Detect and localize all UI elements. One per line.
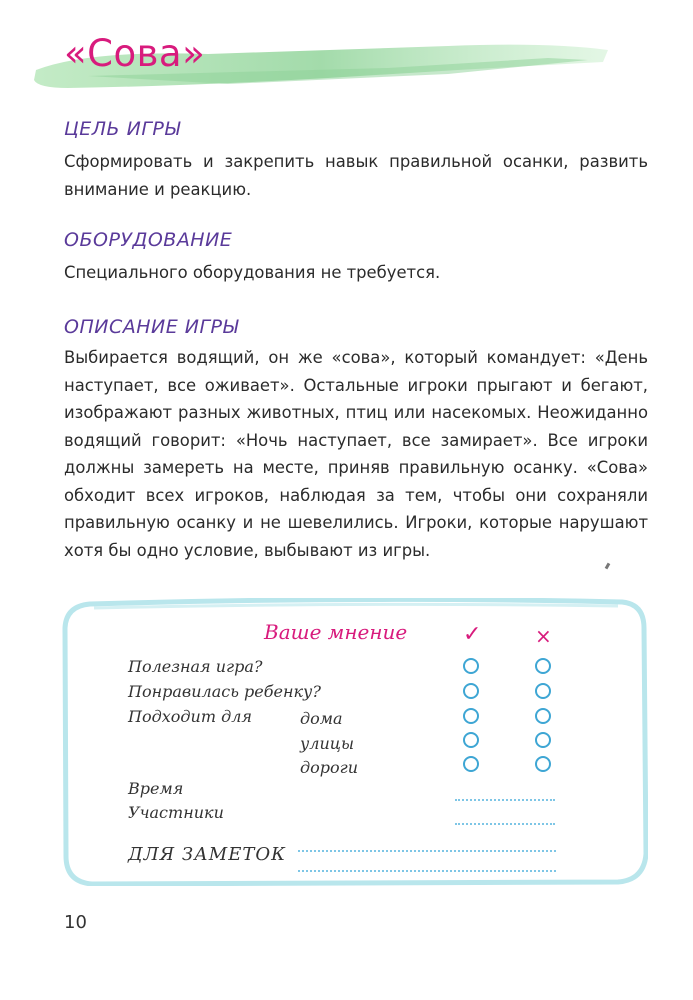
time-line[interactable] [455, 799, 555, 801]
answer-no-circle[interactable] [535, 708, 551, 724]
place-street: улицы [300, 734, 354, 753]
answer-yes-circle[interactable] [463, 683, 479, 699]
question-suitable: Подходит для [128, 707, 253, 726]
equipment-heading: ОБОРУДОВАНИЕ [64, 229, 233, 251]
place-home: дома [300, 709, 343, 728]
description-text: Выбирается водящий, он же «сова», который командует: «День наступает, все оживает». Остальные игроки прыгают и бегают, изображают разных животных, птиц или насекомых. Неожиданно водящий говорит: «Ночь наступает, все замирает». Все игроки должны замереть на месте, приняв правильную осанку. «Сова» обходит всех игроков, наблюдая за тем, чтобы они сохраняли правильную осанку и не шевелились. Игроки, которые нарушают хотя бы одно условие, выбывают из игры. [64, 348, 648, 560]
equipment-text: Специального оборудования не требуется. [64, 263, 441, 282]
time-label: Время [128, 779, 184, 798]
page-number: 10 [64, 912, 87, 933]
notes-line[interactable] [298, 870, 556, 872]
participants-line[interactable] [455, 823, 555, 825]
answer-yes-circle[interactable] [463, 708, 479, 724]
notes-label: ДЛЯ ЗАМЕТОК [128, 844, 287, 865]
goal-text: Сформировать и закрепить навык правильной осанки, развить внимание и реакцию. [64, 152, 648, 199]
question-useful: Полезная игра? [128, 657, 263, 676]
description-heading: ОПИСАНИЕ ИГРЫ [64, 316, 239, 338]
participants-label: Участники [128, 803, 224, 822]
check-icon: ✓ [463, 622, 482, 647]
answer-yes-circle[interactable] [463, 756, 479, 772]
place-road: дороги [300, 758, 359, 777]
answer-yes-circle[interactable] [463, 658, 479, 674]
opinion-title: Ваше мнение [264, 620, 408, 644]
goal-heading: ЦЕЛЬ ИГРЫ [64, 118, 181, 140]
cross-icon: × [535, 624, 552, 648]
answer-no-circle[interactable] [535, 756, 551, 772]
page-title: «Сова» [64, 32, 206, 75]
answer-no-circle[interactable] [535, 658, 551, 674]
answer-no-circle[interactable] [535, 732, 551, 748]
notes-line[interactable] [298, 850, 556, 852]
answer-yes-circle[interactable] [463, 732, 479, 748]
question-liked: Понравилась ребенку? [128, 682, 321, 701]
answer-no-circle[interactable] [535, 683, 551, 699]
